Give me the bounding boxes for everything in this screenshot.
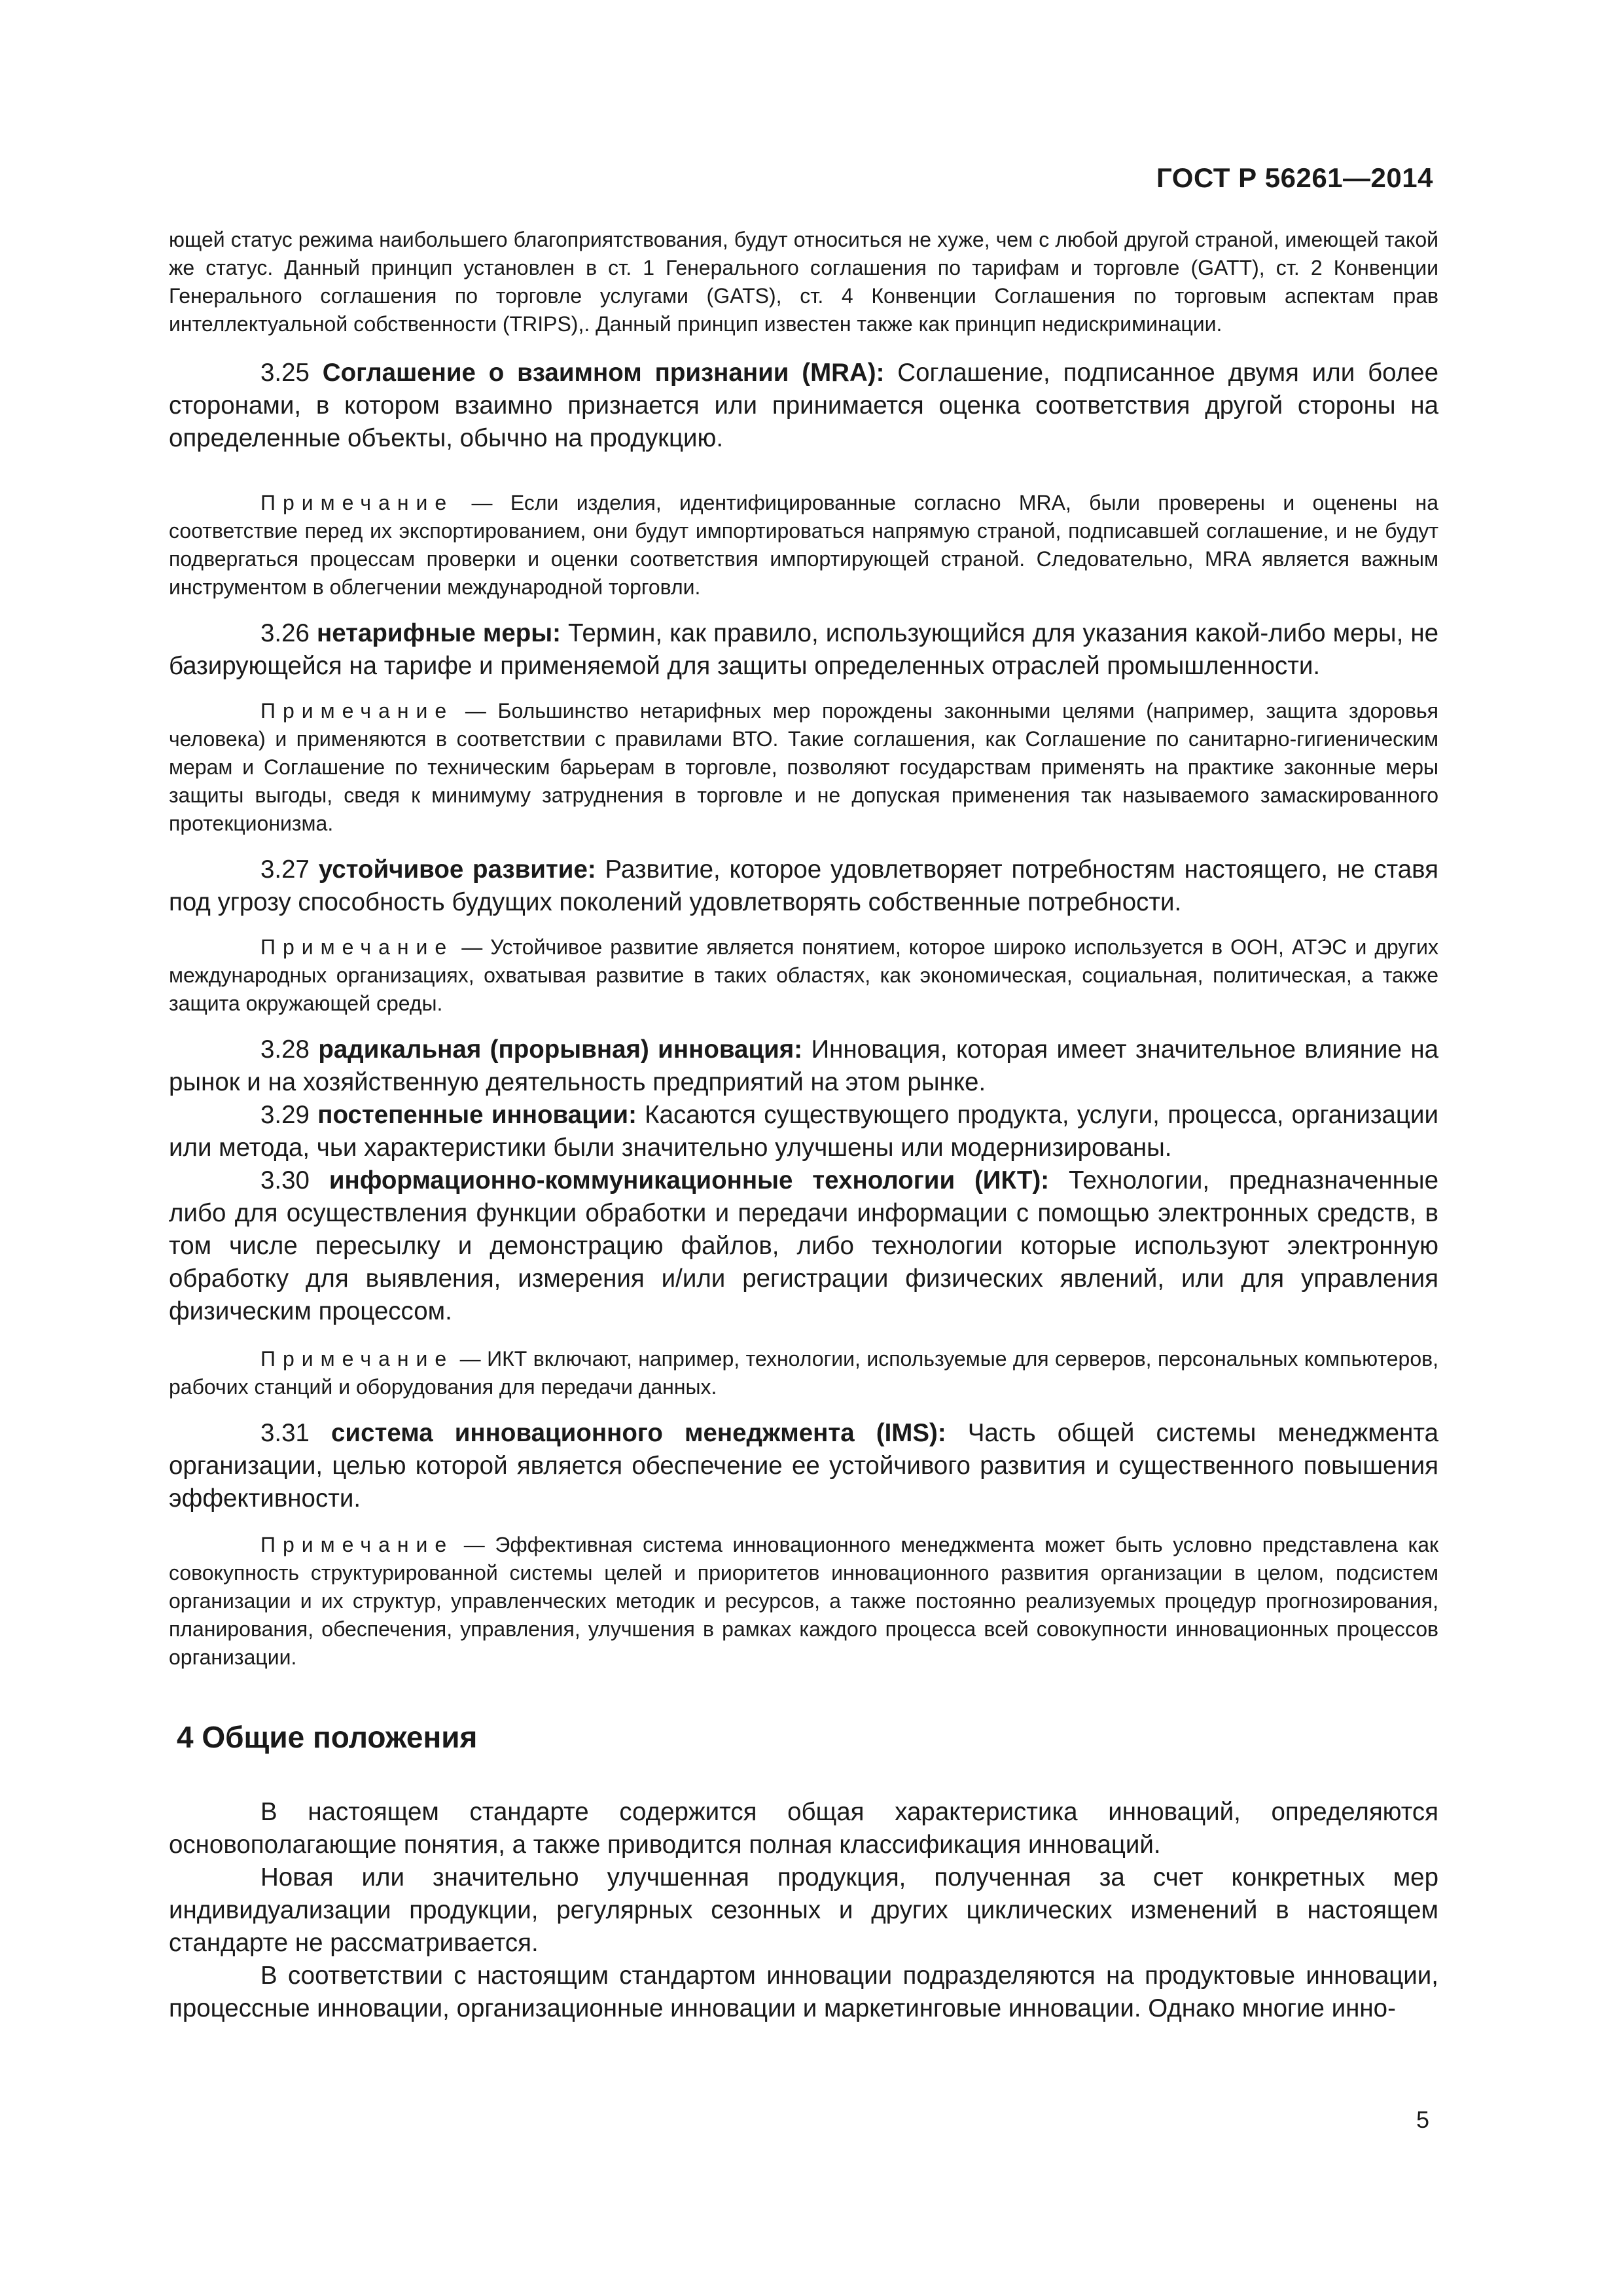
note-text: Эффективная система инновационного менеджмента может быть условно представлена как совокупность структурированной системы целей и приоритетов инновационного развития организации в целом, подсистем организации и их структур, управленческих методик и ресурсов, а также постоянно реализуемых процедур прогнозирования, планирования, обеспечения, управления, улучшения в рамках каждого процесса всей совокупности инновационных процессов организации. xyxy=(169,1533,1439,1669)
term-3-26 xyxy=(169,617,1438,683)
term-number: 3.26 xyxy=(260,619,310,647)
term-definition: Термин, как правило, использующийся для указания какой-либо меры, не базирующейся на тарифе и применяемой для защиты определенных отраслей промышленности. xyxy=(169,619,1438,680)
note-text: Большинство нетарифных мер порождены законными целями (например, защита здоровья человека) и применяются в соответствии с правилами ВТО. Такие соглашения, как Соглашение по санитарно-гигиеническим мерам и Соглашение по техническим барьерам в торговле, позволяют государствам применять на практике законные меры защиты выгоды, сведя к минимуму затруднения в торговле и не допуская применения так называемого замаскированного протекционизма. xyxy=(169,699,1439,835)
note-3-31 xyxy=(169,1531,1438,1672)
term-title: информационно-коммуникационные технологии (ИКТ): xyxy=(329,1166,1050,1194)
note-dash: — xyxy=(454,1533,495,1556)
page-number: 5 xyxy=(1416,2106,1429,2133)
section-4-paragraph-1: В настоящем стандарте содержится общая характеристика инноваций, определяются основополагающие понятия, а также приводится полная классификация инноваций. xyxy=(169,1798,1438,1859)
term-number: 3.31 xyxy=(260,1419,310,1447)
term-3-27 xyxy=(169,853,1438,919)
note-text: ИКТ включают, например, технологии, используемые для серверов, персональных компьютеров, рабочих станций и оборудования для передачи данных. xyxy=(169,1347,1439,1399)
term-title: радикальная (прорывная) инновация: xyxy=(318,1035,803,1064)
note-3-26 xyxy=(169,697,1438,838)
note-3-25 xyxy=(169,489,1438,601)
term-number: 3.25 xyxy=(260,359,310,387)
note-dash: — xyxy=(454,699,498,723)
section-4-paragraph-3: В соответствии с настоящим стандартом инновации подразделяются на продуктовые инновации, процессные инновации, организационные инновации и маркетинговые инновации. Однако многие инно- xyxy=(169,1962,1438,2022)
intro-paragraph: ющей статус режима наибольшего благоприятствования, будут относиться не хуже, чем с любой другой страной, имеющей такой же статус. Данный принцип установлен в ст. 1 Генерального соглашения по тарифам и торговле (GATT), ст. 2 Конвенции Генерального соглашения по торговле услугами (GATS), ст. 4 Конвенции Соглашения по торговым аспектам прав интеллектуальной собственности (TRIPS),. Данный принцип известен также как принцип недискриминации. xyxy=(169,228,1438,336)
term-definition: Касаются существующего продукта, услуги, процесса, организации или метода, чьи характеристики были значительно улучшены или модернизированы. xyxy=(169,1101,1438,1162)
section-4-paragraph-2: Новая или значительно улучшенная продукция, полученная за счет конкретных мер индивидуализации продукции, регулярных сезонных и других циклических изменений в настоящем стандарте не рассматривается. xyxy=(169,1863,1438,1957)
term-title: Соглашение о взаимном признании (MRA): xyxy=(322,359,885,387)
term-number: 3.28 xyxy=(260,1035,310,1064)
term-definition: Соглашение, подписанное двумя или более сторонами, в котором взаимно признается или принимается оценка соответствия другой стороны на определенные объекты, обычно на продукцию. xyxy=(169,359,1438,452)
term-3-29 xyxy=(169,1099,1438,1164)
note-dash: — xyxy=(454,1347,488,1371)
term-3-28 xyxy=(169,1033,1438,1099)
note-dash: — xyxy=(454,935,491,959)
note-text: Если изделия, идентифицированные согласно MRA, были проверены и оценены на соответствие перед их экспортированием, они будут импортироваться напрямую страной, подписавшей соглашение, и не будут подвергаться процессам проверки и оценки соответствия импортирующей страной. Следовательно, MRA является важным инструментом в облегчении международной торговли. xyxy=(169,491,1439,599)
section-4-title: 4 Общие положения xyxy=(177,1720,478,1754)
note-label: Примечание xyxy=(260,935,454,959)
term-definition: Часть общей системы менеджмента организации, целью которой является обеспечение ее устойчивого развития и существенного повышения эффективности. xyxy=(169,1419,1438,1513)
note-label: Примечание xyxy=(260,491,454,514)
term-definition: Развитие, которое удовлетворяет потребностям настоящего, не ставя под угрозу способность будущих поколений удовлетворять собственные потребности. xyxy=(169,855,1438,916)
term-definition: Инновация, которая имеет значительное влияние на рынок и на хозяйственную деятельность предприятий на этом рынке. xyxy=(169,1035,1438,1096)
term-title: нетарифные меры: xyxy=(316,619,561,647)
term-title: постепенные инновации: xyxy=(317,1101,637,1129)
note-label: Примечание xyxy=(260,699,454,723)
note-label: Примечание xyxy=(260,1533,454,1556)
term-number: 3.27 xyxy=(260,855,310,884)
term-number: 3.29 xyxy=(260,1101,310,1129)
note-label: Примечание xyxy=(260,1347,454,1371)
note-3-27 xyxy=(169,933,1438,1018)
document-code-header: ГОСТ Р 56261—2014 xyxy=(1156,162,1433,193)
note-dash: — xyxy=(454,491,510,514)
term-number: 3.30 xyxy=(260,1166,310,1194)
term-definition: Технологии, предназначенные либо для осуществления функции обработки и передачи информации с помощью электронных средств, в том числе пересылку и демонстрацию файлов, либо технологии которые используют электронную обработку для выявления, измерения и/или регистрации физических явлений, или для управления физическим процессом. xyxy=(169,1166,1438,1325)
note-3-30 xyxy=(169,1345,1438,1401)
note-text: Устойчивое развитие является понятием, которое широко используется в ООН, АТЭС и других международных организациях, охватывая развитие в таких областях, как экономическая, социальная, политическая, а также защита окружающей среды. xyxy=(169,935,1439,1015)
term-title: система инновационного менеджмента (IMS): xyxy=(331,1419,946,1447)
term-title: устойчивое развитие: xyxy=(318,855,596,884)
term-3-30 xyxy=(169,1164,1438,1328)
term-3-31 xyxy=(169,1417,1438,1515)
page-content xyxy=(169,226,1438,2025)
term-3-25 xyxy=(169,357,1438,455)
